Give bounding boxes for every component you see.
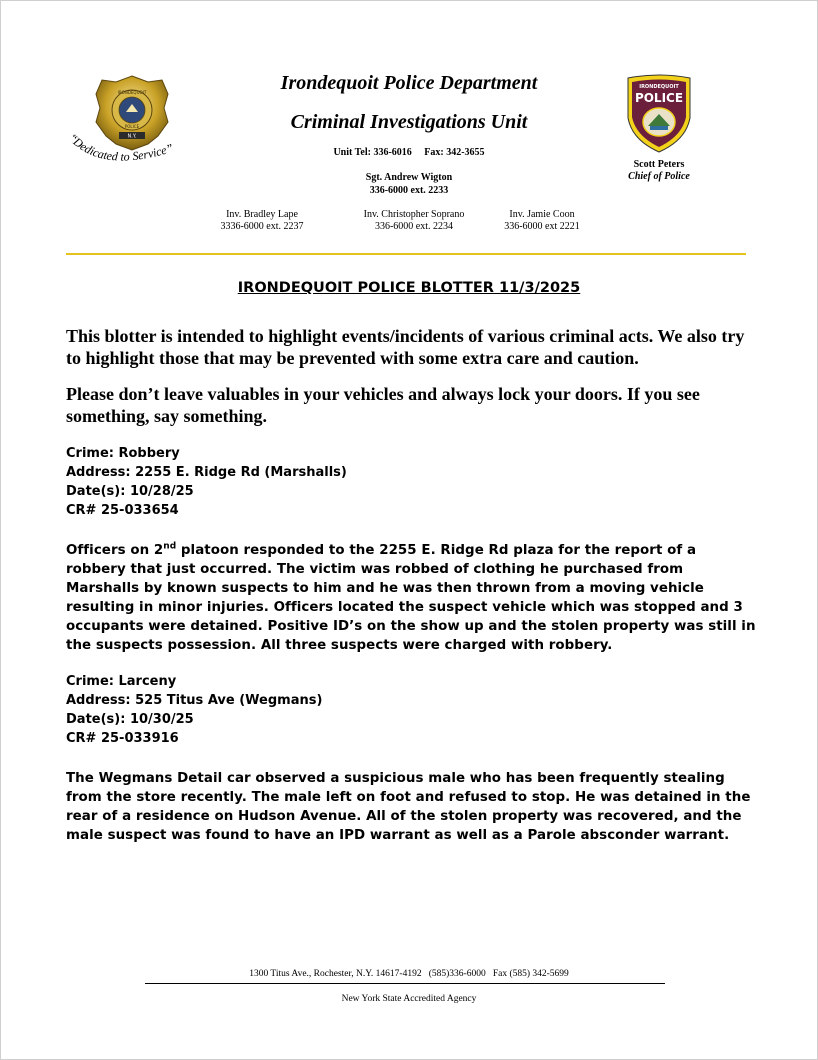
incident-case-number: CR# 25-033916 xyxy=(66,731,179,746)
incident-header xyxy=(66,444,756,520)
patch-main-text: POLICE xyxy=(634,91,684,105)
incident-address: Address: 2255 E. Ridge Rd (Marshalls) xyxy=(66,465,347,480)
badge-bottom-text: POLICE xyxy=(124,124,140,129)
chief-of-police xyxy=(596,159,722,183)
investigator-phone: 336-6000 ext 2221 xyxy=(504,221,580,232)
incident-crime: Crime: Larceny xyxy=(66,674,177,689)
investigator-name: Inv. Christopher Soprano xyxy=(363,209,465,220)
incident-address: Address: 525 Titus Ave (Wegmans) xyxy=(66,693,323,708)
footer-address: 1300 Titus Ave., Rochester, N.Y. 14617-4192 (585)336-6000 Fax (585) 342-5699 xyxy=(249,969,569,979)
narrative-text: Officers on 2 xyxy=(66,543,164,558)
investigator-contact xyxy=(346,209,482,233)
intro-paragraph: This blotter is intended to highlight events/incidents of various criminal acts. We also try to highlight those that may be prevented with some extra care and caution. xyxy=(66,326,745,368)
blotter-title: IRONDEQUOIT POLICE BLOTTER 11/3/2025 xyxy=(237,280,581,296)
sergeant-name: Sgt. Andrew Wigton xyxy=(365,172,453,183)
investigator-contact xyxy=(208,209,316,233)
incident-dates: Date(s): 10/28/25 xyxy=(66,484,194,499)
chief-name: Scott Peters xyxy=(633,159,685,170)
incident-narrative xyxy=(66,541,756,655)
incident-narrative: The Wegmans Detail car observed a suspicious male who has been frequently stealing from the store recently. The male left on foot and refused to stop. He was detained in the rear of a residence on Hudson Avenue. All of the stolen property was recovered, and the male suspect was found to have an IPD warrant as well as a Parole absconder warrant. xyxy=(66,771,751,843)
header-divider xyxy=(66,253,746,255)
incident-dates: Date(s): 10/30/25 xyxy=(66,712,194,727)
unit-title: Criminal Investigations Unit xyxy=(290,111,528,133)
investigator-phone: 3336-6000 ext. 2237 xyxy=(220,221,304,232)
incident-header xyxy=(66,672,756,748)
department-title: Irondequoit Police Department xyxy=(280,72,538,94)
sergeant-phone: 336-6000 ext. 2233 xyxy=(369,185,449,196)
narrative-superscript: nd xyxy=(163,541,177,552)
badge-top-text: IRONDEQUOIT xyxy=(117,90,147,95)
unit-phone-fax: Unit Tel: 336-6016 Fax: 342-3655 xyxy=(333,147,485,158)
safety-reminder: Please don’t leave valuables in your vehicles and always lock your doors. If you see something, say something. xyxy=(66,384,700,426)
investigator-contact xyxy=(490,209,594,233)
investigator-phone: 336-6000 ext. 2234 xyxy=(374,221,454,232)
incident-case-number: CR# 25-033654 xyxy=(66,503,179,518)
incident-crime: Crime: Robbery xyxy=(66,446,180,461)
chief-title: Chief of Police xyxy=(628,171,690,182)
badge-tag-text: N.Y. xyxy=(127,133,137,140)
footer-divider xyxy=(145,983,665,984)
patch-top-text: IRONDEQUOIT xyxy=(639,84,679,90)
narrative-text: platoon responded to the 2255 E. Ridge Rd plaza for the report of a robbery that just occurred. The victim was robbed of clothing he purchased from Marshalls by known suspects to him and he was then thrown from a moving vehicle resulting in minor injuries. Officers located the suspect vehicle which was stopped and 3 occupants were detained. Positive ID’s on the show up and the stolen property was still in the suspects possession. All three suspects were charged with robbery. xyxy=(66,543,756,653)
footer-accreditation: New York State Accredited Agency xyxy=(341,994,477,1004)
investigator-name: Inv. Jamie Coon xyxy=(509,209,575,220)
investigator-name: Inv. Bradley Lape xyxy=(226,209,298,220)
badge-motto: “Dedicated to Service” xyxy=(65,130,175,164)
